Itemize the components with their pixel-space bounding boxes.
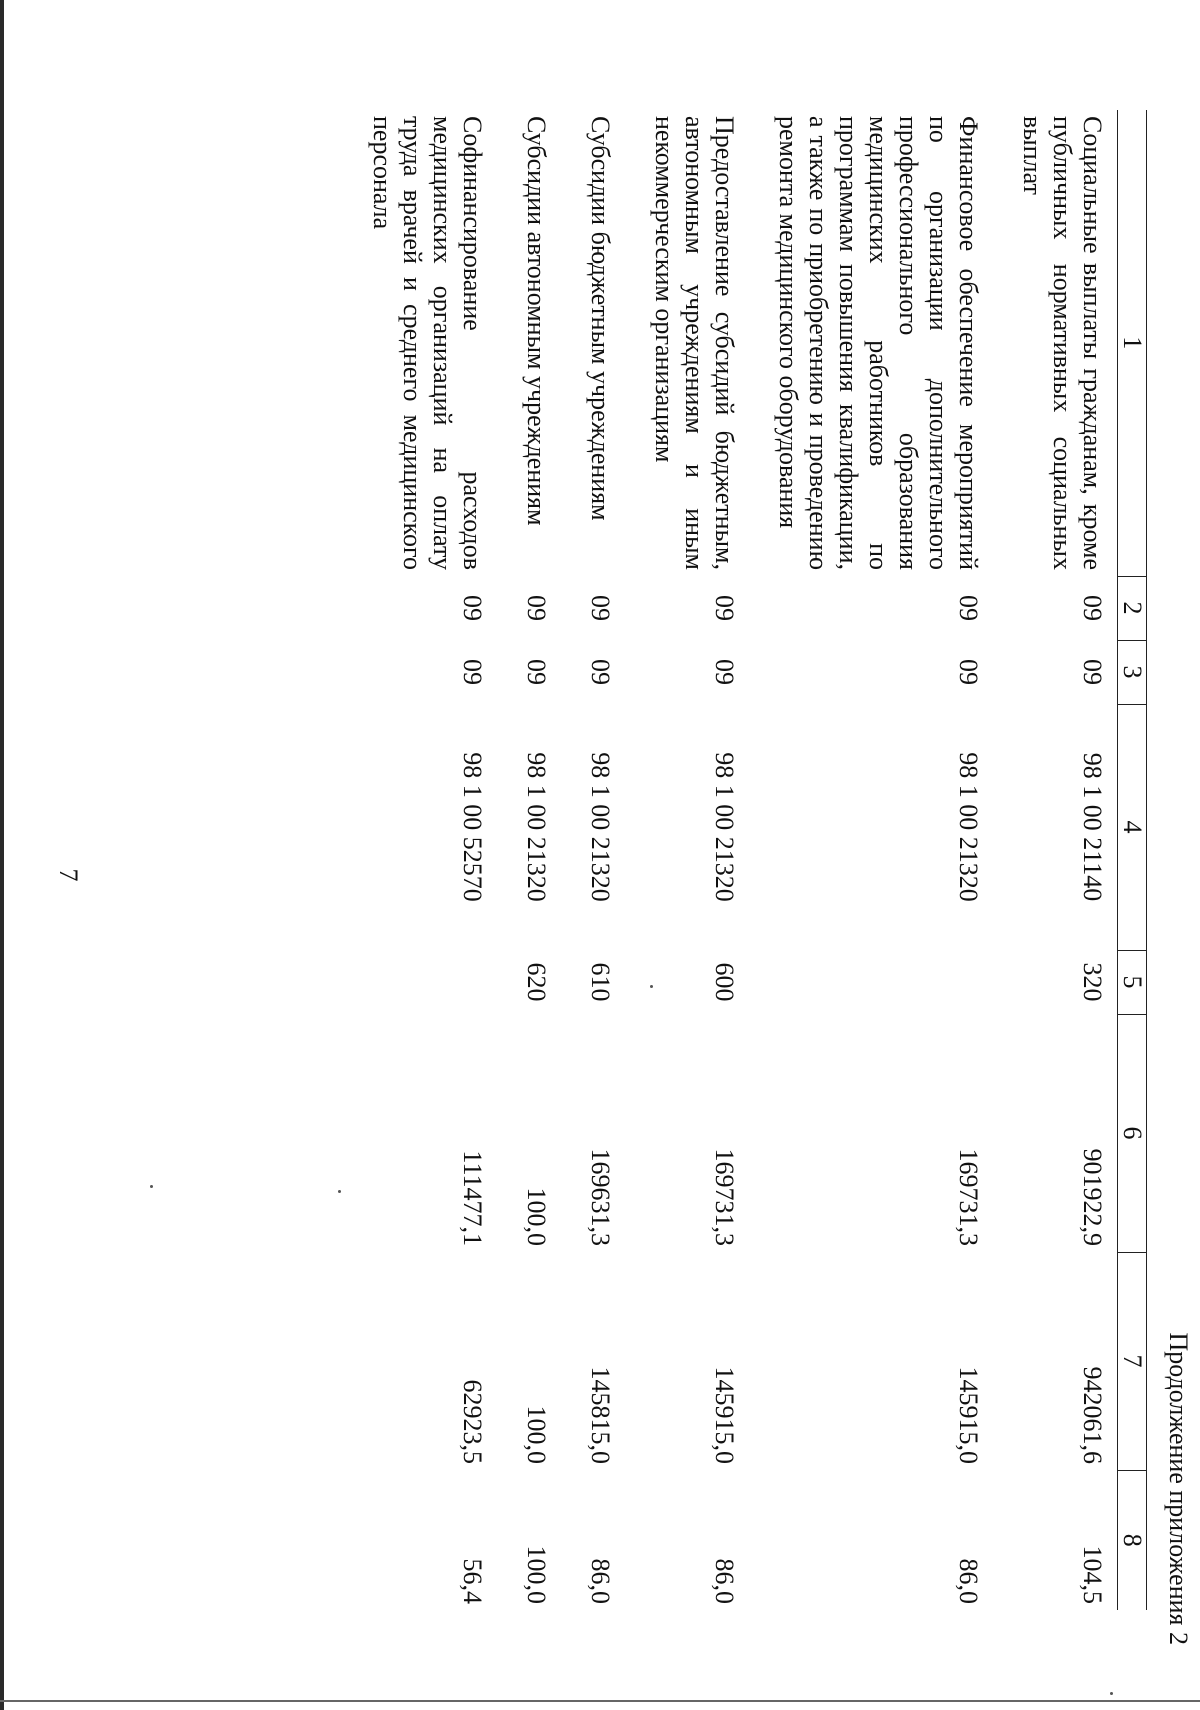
section-code-cell: 09 (1078, 595, 1107, 621)
amount-planned-cell: 169631,3 (586, 1148, 615, 1246)
page-number: 7 (54, 868, 83, 882)
expense-type-cell (343, 950, 497, 1014)
amount-actual-cell: 62923,5 (458, 1379, 487, 1464)
column-header: 2 (1118, 576, 1147, 640)
subsection-code-cell: 09 (458, 659, 487, 685)
percent-cell: 86,0 (586, 1558, 615, 1604)
column-header: 3 (1118, 640, 1147, 704)
column-header: 8 (1118, 1470, 1147, 1610)
amount-planned-cell: 169731,3 (710, 1148, 739, 1246)
scan-artifact-line (0, 1700, 1200, 1702)
row-name-cell: Субсидии автономным учреждениям (522, 116, 551, 526)
amount-actual-cell: 100,0 (522, 1405, 551, 1464)
scan-edge (0, 0, 4, 1710)
rotated-content (145, 65, 1195, 1645)
amount-actual-cell: 145815,0 (586, 1366, 615, 1464)
percent-cell: 100,0 (522, 1545, 551, 1604)
row-name-cell: Субсидии бюджетным учреждениям (586, 116, 615, 521)
target-article-cell: 98 1 00 21140 (1078, 752, 1107, 902)
target-article-cell: 98 1 00 52570 (458, 752, 487, 902)
target-article-cell: 98 1 00 21320 (586, 752, 615, 902)
target-article-cell: 98 1 00 21320 (710, 752, 739, 902)
table-row (497, 110, 561, 1610)
section-code-cell: 09 (586, 595, 615, 621)
column-header: 4 (1118, 704, 1147, 950)
scan-speck (1110, 1692, 1113, 1695)
target-article-cell: 98 1 00 21320 (522, 752, 551, 902)
table-row (343, 110, 497, 1610)
section-code-cell: 09 (522, 595, 551, 621)
expense-type-cell (749, 950, 993, 1014)
expense-type-cell: 320 (1078, 962, 1107, 1002)
percent-cell: 56,4 (458, 1558, 487, 1604)
column-header: 7 (1118, 1252, 1147, 1470)
amount-planned-cell: 169731,3 (954, 1148, 983, 1246)
subsection-code-cell: 09 (954, 659, 983, 685)
amount-planned-cell: 901922,9 (1078, 1148, 1107, 1246)
budget-table (343, 110, 1147, 1610)
table-row (993, 110, 1118, 1610)
column-header: 5 (1118, 950, 1147, 1014)
amount-actual-cell: 145915,0 (710, 1366, 739, 1464)
amount-planned-cell: 100,0 (522, 1187, 551, 1246)
section-code-cell: 09 (710, 595, 739, 621)
subsection-code-cell: 09 (586, 659, 615, 685)
subsection-code-cell: 09 (1078, 659, 1107, 685)
row-name-cell: Социальные выплаты гражданам, кроме публичных нормативных социальных выплат (1018, 116, 1107, 570)
amount-actual-cell: 145915,0 (954, 1366, 983, 1464)
row-name-cell: Финансовое обеспечение мероприятий по организации дополнительного профессионального образования медицинских работников по программам повышения квалификации, а также по приобретению и проведению ремонта медицинского оборудования (774, 116, 983, 570)
table-row (625, 110, 749, 1610)
row-name-cell: Софинансирование расходов медицинских организаций на оплату труда врачей и среднего медицинского персонала (368, 116, 487, 570)
percent-cell: 86,0 (954, 1558, 983, 1604)
section-code-cell: 09 (954, 595, 983, 621)
amount-actual-cell: 942061,6 (1078, 1366, 1107, 1464)
column-header: 6 (1118, 1014, 1147, 1252)
row-name-cell: Предоставление субсидий бюджетным, автономным учреждениям и иным некоммерческим организациям (650, 116, 739, 570)
table-row (561, 110, 625, 1610)
expense-type-cell: 610 (586, 962, 615, 1002)
table-row (749, 110, 993, 1610)
percent-cell: 104,5 (1078, 1545, 1107, 1604)
expense-type-cell: 600 (710, 962, 739, 1002)
column-header: 1 (1118, 110, 1147, 576)
table-header-row (1118, 110, 1147, 1610)
section-code-cell: 09 (458, 595, 487, 621)
target-article-cell: 98 1 00 21320 (954, 752, 983, 902)
expense-type-cell: 620 (522, 962, 551, 1002)
continuation-label: Продолжение приложения 2 (1164, 1332, 1193, 1645)
percent-cell: 86,0 (710, 1558, 739, 1604)
subsection-code-cell: 09 (710, 659, 739, 685)
amount-planned-cell: 111477,1 (458, 1150, 487, 1246)
subsection-code-cell: 09 (522, 659, 551, 685)
